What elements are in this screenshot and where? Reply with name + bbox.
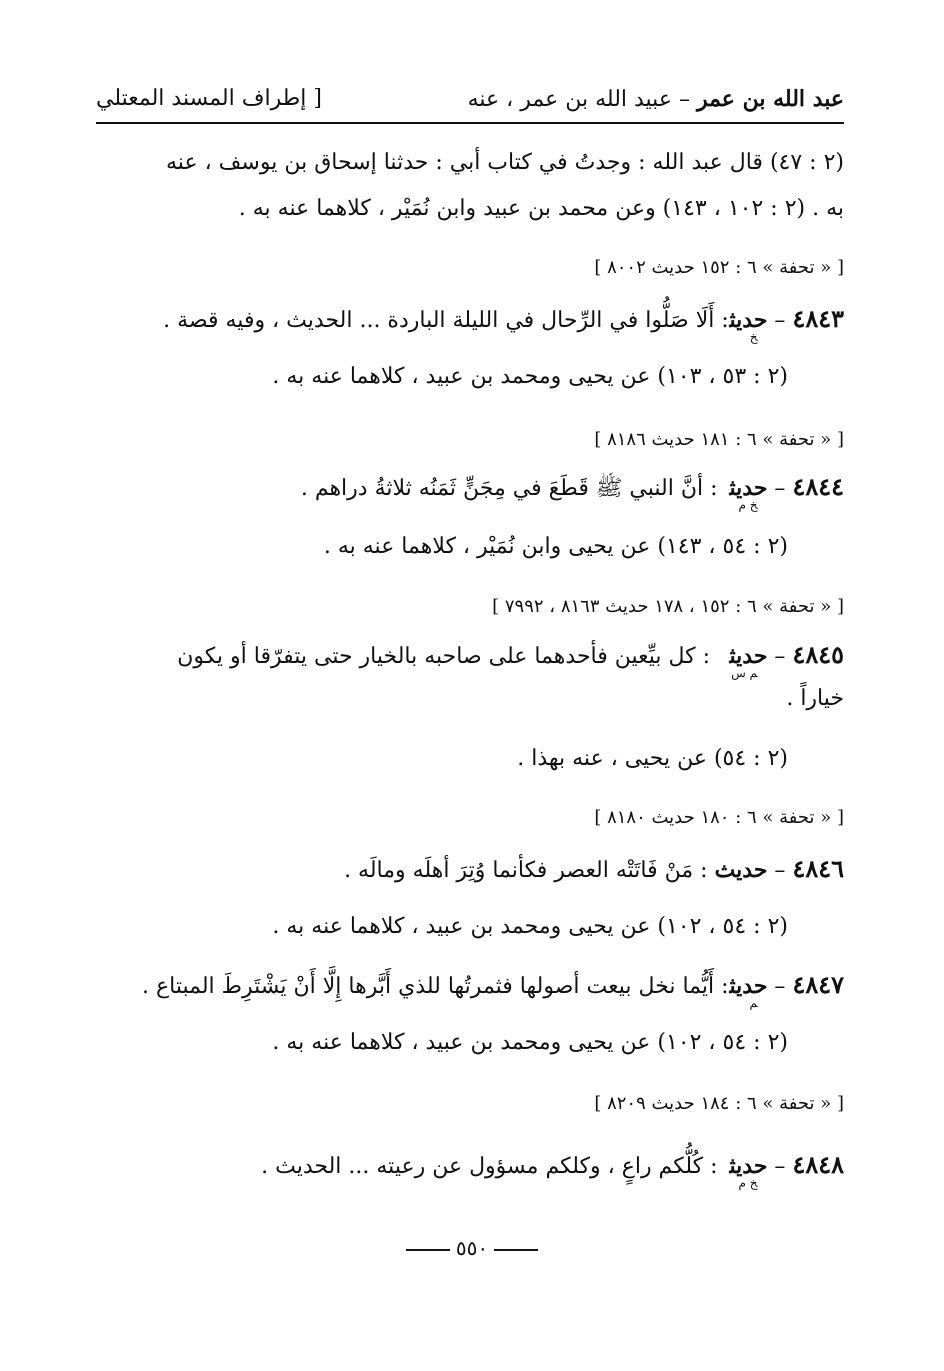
hadith-number: ٤٨٤٥	[792, 640, 844, 669]
tuhfa-reference: [ « تحفة » ٦ : ١٨٤ حديث ٨٢٠٩ ]	[594, 1093, 844, 1114]
hadith-keyword: حديث	[729, 973, 768, 999]
hadith-keyword: حديث	[729, 1153, 768, 1179]
header-rule	[96, 122, 844, 124]
separator: –	[767, 644, 793, 669]
hadith-entry	[96, 302, 844, 354]
header-title-rest: – عبيد الله بن عمر ، عنه	[467, 87, 697, 112]
separator: –	[767, 1154, 793, 1179]
running-header	[96, 84, 844, 120]
hadith-entry	[96, 852, 844, 888]
separator: –	[767, 974, 793, 999]
text-line: به . (٢ : ١٠٢ ، ١٤٣) وعن محمد بن عبيد وابن نُمَيْر ، كلاهما عنه به .	[238, 196, 844, 221]
source-sigla: م	[749, 996, 758, 1010]
tuhfa-reference: [ « تحفة » ٦ : ١٥٢ حديث ٨٠٠٢ ]	[594, 257, 844, 278]
separator: –	[767, 476, 793, 501]
separator: –	[767, 308, 793, 333]
chain-line: (٢ : ٥٤) عن يحيى ، عنه بهذا .	[517, 746, 788, 771]
header-title	[468, 86, 844, 112]
separator: –	[767, 858, 793, 883]
hadith-continuation: خياراً .	[786, 686, 844, 711]
hadith-keyword: حديث	[729, 643, 768, 669]
hadith-number: ٤٨٤٣	[792, 304, 844, 333]
hadith-entry	[96, 470, 844, 522]
header-title-bold: عبد الله بن عمر	[696, 86, 844, 112]
hadith-text: : كل بيِّعين فأحدهما على صاحبه بالخيار حتى يتفرّقا أو يكون	[177, 644, 718, 669]
footer-dash	[406, 1249, 450, 1251]
chain-line: (٢ : ٥٤ ، ١٤٣) عن يحيى وابن نُمَيْر ، كلاهما عنه به .	[323, 534, 788, 559]
tuhfa-reference: [ « تحفة » ٦ : ١٨٠ حديث ٨١٨٠ ]	[594, 807, 844, 828]
hadith-number: ٤٨٤٤	[792, 472, 844, 501]
hadith-text: : أَلَا صَلُّوا في الرِّحال في الليلة الباردة ... الحديث ، وفيه قصة .	[163, 308, 736, 333]
footer-dash	[494, 1249, 538, 1251]
text-line: (٢ : ٤٧) قال عبد الله : وجدتُ في كتاب أبي : حدثنا إسحاق بن يوسف ، عنه	[166, 150, 844, 175]
chain-line: (٢ : ٥٤ ، ١٠٢) عن يحيى ومحمد بن عبيد ، كلاهما عنه به .	[272, 914, 788, 939]
tuhfa-reference: [ « تحفة » ٦ : ١٨١ حديث ٨١٨٦ ]	[594, 429, 844, 450]
source-sigla: خ م	[738, 498, 758, 512]
hadith-number: ٤٨٤٧	[792, 970, 844, 999]
hadith-keyword: حديث	[729, 475, 768, 501]
hadith-text: : أنَّ النبي ﷺ قَطَعَ في مِجَنٍّ ثَمَنُه ثلاثةُ دراهم .	[300, 476, 725, 501]
hadith-text: : أَيُّما نخل بيعت أصولها فثمرتُها للذي أَبَّرها إِلَّا أَنْ يَشْتَرِطَ المبتاع .	[142, 974, 736, 999]
hadith-entry	[96, 968, 844, 1020]
source-sigla: م س	[731, 666, 758, 680]
hadith-number: ٤٨٤٦	[792, 854, 844, 883]
chain-line: (٢ : ٥٤ ، ١٠٢) عن يحيى ومحمد بن عبيد ، كلاهما عنه به .	[272, 1030, 788, 1055]
page-footer	[0, 1236, 944, 1260]
source-sigla: خ م	[738, 1176, 758, 1190]
source-sigla: خ	[749, 330, 758, 344]
hadith-keyword: حديث	[729, 307, 768, 333]
hadith-keyword: حديث	[714, 857, 768, 883]
chain-line: (٢ : ٥٣ ، ١٠٣) عن يحيى ومحمد بن عبيد ، كلاهما عنه به .	[272, 364, 788, 389]
hadith-text: : مَنْ فَاتَتْه العصر فكأنما وُتِرَ أهلَه ومالَه .	[344, 858, 715, 883]
page-number: ٥٥٠	[455, 1236, 489, 1260]
hadith-entry	[96, 1148, 844, 1200]
hadith-text: : كُلُّكم راعٍ ، وكلكم مسؤول عن رعيته ... الحديث .	[261, 1154, 725, 1179]
header-book-title: [ إطراف المسند المعتلي	[96, 86, 322, 111]
hadith-number: ٤٨٤٨	[792, 1150, 844, 1179]
tuhfa-reference: [ « تحفة » ٦ : ١٥٢ ، ١٧٨ حديث ٨١٦٣ ، ٧٩٩٢ ]	[492, 596, 844, 617]
